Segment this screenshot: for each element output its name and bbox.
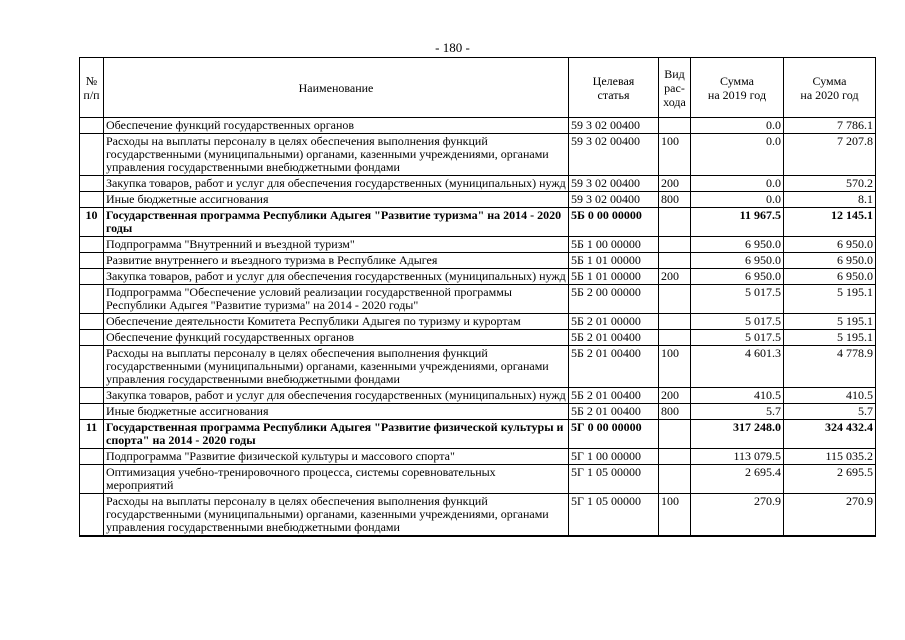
row-expense-type-cell (659, 285, 691, 314)
row-sum-2020-cell: 6 950.0 (784, 269, 876, 285)
row-sum-2019-cell: 0.0 (691, 176, 784, 192)
row-number-cell (80, 494, 104, 537)
row-number-cell: 10 (80, 208, 104, 237)
table-row (80, 465, 876, 494)
row-number-cell (80, 388, 104, 404)
row-name-cell: Государственная программа Республики Адыгея "Развитие туризма" на 2014 - 2020 годы (104, 208, 569, 237)
row-expense-type-cell: 200 (659, 176, 691, 192)
row-expense-type-cell: 100 (659, 134, 691, 176)
row-name-cell: Государственная программа Республики Адыгея "Развитие физической культуры и спорта" на 2014 - 2020 годы (104, 420, 569, 449)
table-row (80, 208, 876, 237)
row-name-cell: Закупка товаров, работ и услуг для обеспечения государственных (муниципальных) нужд (104, 269, 569, 285)
header-name: Наименование (104, 58, 569, 118)
table-row (80, 269, 876, 285)
row-sum-2020-cell: 5 195.1 (784, 330, 876, 346)
row-sum-2019-cell: 113 079.5 (691, 449, 784, 465)
row-target-article-cell: 5Б 2 01 00000 (569, 314, 659, 330)
header-sum-2020: Сумма на 2020 год (784, 58, 876, 118)
row-name-cell: Иные бюджетные ассигнования (104, 192, 569, 208)
table-row (80, 285, 876, 314)
row-name-cell: Подпрограмма "Развитие физической культуры и массового спорта" (104, 449, 569, 465)
row-sum-2019-cell: 6 950.0 (691, 269, 784, 285)
row-target-article-cell: 5Г 1 05 00000 (569, 494, 659, 537)
row-target-article-cell: 5Б 0 00 00000 (569, 208, 659, 237)
row-expense-type-cell (659, 253, 691, 269)
row-number-cell: 11 (80, 420, 104, 449)
row-name-cell: Развитие внутреннего и въездного туризма в Республике Адыгея (104, 253, 569, 269)
row-number-cell (80, 449, 104, 465)
table-row (80, 134, 876, 176)
header-code: Целевая статья (569, 58, 659, 118)
row-target-article-cell: 5Б 1 01 00000 (569, 269, 659, 285)
row-number-cell (80, 465, 104, 494)
row-name-cell: Обеспечение функций государственных органов (104, 330, 569, 346)
row-expense-type-cell (659, 330, 691, 346)
row-name-cell: Закупка товаров, работ и услуг для обеспечения государственных (муниципальных) нужд (104, 388, 569, 404)
row-sum-2019-cell: 5 017.5 (691, 285, 784, 314)
row-sum-2019-cell: 5 017.5 (691, 314, 784, 330)
row-expense-type-cell (659, 420, 691, 449)
row-target-article-cell: 5Г 1 00 00000 (569, 449, 659, 465)
row-expense-type-cell: 200 (659, 388, 691, 404)
table-row (80, 314, 876, 330)
row-sum-2019-cell: 410.5 (691, 388, 784, 404)
header-num: № п/п (80, 58, 104, 118)
row-sum-2019-cell: 2 695.4 (691, 465, 784, 494)
budget-table (79, 57, 876, 537)
row-target-article-cell: 59 3 02 00400 (569, 176, 659, 192)
row-expense-type-cell: 100 (659, 494, 691, 537)
row-number-cell (80, 253, 104, 269)
row-sum-2019-cell: 0.0 (691, 134, 784, 176)
row-sum-2020-cell: 5.7 (784, 404, 876, 420)
row-name-cell: Подпрограмма "Обеспечение условий реализации государственной программы Республики Адыгея "Развитие туризма" на 2014 - 2020 годы" (104, 285, 569, 314)
table-row (80, 176, 876, 192)
row-sum-2020-cell: 7 207.8 (784, 134, 876, 176)
row-target-article-cell: 5Б 2 01 00400 (569, 404, 659, 420)
row-sum-2020-cell: 12 145.1 (784, 208, 876, 237)
row-name-cell: Расходы на выплаты персоналу в целях обеспечения выполнения функций государственными (муниципальными) органами, казенными учреждениями, органами управления государственными внебюджетными фондами (104, 494, 569, 537)
table-row (80, 330, 876, 346)
row-name-cell: Обеспечение деятельности Комитета Республики Адыгея по туризму и курортам (104, 314, 569, 330)
row-expense-type-cell (659, 118, 691, 134)
row-name-cell: Обеспечение функций государственных органов (104, 118, 569, 134)
row-sum-2020-cell: 8.1 (784, 192, 876, 208)
row-expense-type-cell (659, 314, 691, 330)
row-number-cell (80, 346, 104, 388)
row-target-article-cell: 5Г 1 05 00000 (569, 465, 659, 494)
row-sum-2020-cell: 570.2 (784, 176, 876, 192)
row-sum-2020-cell: 7 786.1 (784, 118, 876, 134)
row-sum-2019-cell: 5 017.5 (691, 330, 784, 346)
row-expense-type-cell (659, 465, 691, 494)
row-expense-type-cell (659, 449, 691, 465)
row-name-cell: Расходы на выплаты персоналу в целях обеспечения выполнения функций государственными (муниципальными) органами, казенными учреждениями, органами управления государственными внебюджетными фондами (104, 346, 569, 388)
row-number-cell (80, 237, 104, 253)
row-number-cell (80, 285, 104, 314)
table-row (80, 404, 876, 420)
row-sum-2019-cell: 0.0 (691, 192, 784, 208)
table-header-row (80, 58, 876, 118)
row-sum-2019-cell: 317 248.0 (691, 420, 784, 449)
table-row (80, 449, 876, 465)
row-target-article-cell: 5Б 2 01 00400 (569, 330, 659, 346)
row-sum-2020-cell: 4 778.9 (784, 346, 876, 388)
row-sum-2020-cell: 410.5 (784, 388, 876, 404)
row-expense-type-cell (659, 237, 691, 253)
table-row (80, 118, 876, 134)
row-sum-2020-cell: 270.9 (784, 494, 876, 537)
row-sum-2019-cell: 11 967.5 (691, 208, 784, 237)
row-number-cell (80, 134, 104, 176)
row-sum-2019-cell: 6 950.0 (691, 253, 784, 269)
row-number-cell (80, 330, 104, 346)
row-target-article-cell: 5Б 2 00 00000 (569, 285, 659, 314)
row-name-cell: Иные бюджетные ассигнования (104, 404, 569, 420)
row-sum-2020-cell: 324 432.4 (784, 420, 876, 449)
row-sum-2019-cell: 270.9 (691, 494, 784, 537)
row-number-cell (80, 176, 104, 192)
row-sum-2019-cell: 4 601.3 (691, 346, 784, 388)
table-row (80, 253, 876, 269)
row-expense-type-cell: 800 (659, 404, 691, 420)
row-expense-type-cell: 200 (659, 269, 691, 285)
table-row (80, 237, 876, 253)
row-number-cell (80, 404, 104, 420)
header-expense-type: Вид рас- хода (659, 58, 691, 118)
row-number-cell (80, 192, 104, 208)
row-name-cell: Расходы на выплаты персоналу в целях обеспечения выполнения функций государственными (муниципальными) органами, казенными учреждениями, органами управления государственными внебюджетными фондами (104, 134, 569, 176)
table-row (80, 420, 876, 449)
row-sum-2019-cell: 0.0 (691, 118, 784, 134)
header-sum-2019: Сумма на 2019 год (691, 58, 784, 118)
row-target-article-cell: 59 3 02 00400 (569, 192, 659, 208)
row-target-article-cell: 5Б 1 00 00000 (569, 237, 659, 253)
row-expense-type-cell: 100 (659, 346, 691, 388)
row-target-article-cell: 59 3 02 00400 (569, 134, 659, 176)
row-expense-type-cell: 800 (659, 192, 691, 208)
row-sum-2020-cell: 115 035.2 (784, 449, 876, 465)
row-sum-2020-cell: 5 195.1 (784, 314, 876, 330)
row-name-cell: Закупка товаров, работ и услуг для обеспечения государственных (муниципальных) нужд (104, 176, 569, 192)
page-number: - 180 - (435, 40, 470, 55)
row-name-cell: Подпрограмма "Внутренний и въездной туризм" (104, 237, 569, 253)
row-number-cell (80, 314, 104, 330)
row-expense-type-cell (659, 208, 691, 237)
table-row (80, 346, 876, 388)
row-sum-2020-cell: 5 195.1 (784, 285, 876, 314)
row-sum-2020-cell: 6 950.0 (784, 237, 876, 253)
row-target-article-cell: 5Б 2 01 00400 (569, 346, 659, 388)
table-row (80, 388, 876, 404)
row-sum-2020-cell: 6 950.0 (784, 253, 876, 269)
row-target-article-cell: 5Г 0 00 00000 (569, 420, 659, 449)
row-name-cell: Оптимизация учебно-тренировочного процесса, системы соревновательных мероприятий (104, 465, 569, 494)
row-target-article-cell: 59 3 02 00400 (569, 118, 659, 134)
row-sum-2019-cell: 5.7 (691, 404, 784, 420)
row-target-article-cell: 5Б 1 01 00000 (569, 253, 659, 269)
row-number-cell (80, 118, 104, 134)
row-number-cell (80, 269, 104, 285)
row-sum-2020-cell: 2 695.5 (784, 465, 876, 494)
row-sum-2019-cell: 6 950.0 (691, 237, 784, 253)
table-row (80, 494, 876, 537)
table-row (80, 192, 876, 208)
table-body (80, 118, 876, 537)
row-target-article-cell: 5Б 2 01 00400 (569, 388, 659, 404)
